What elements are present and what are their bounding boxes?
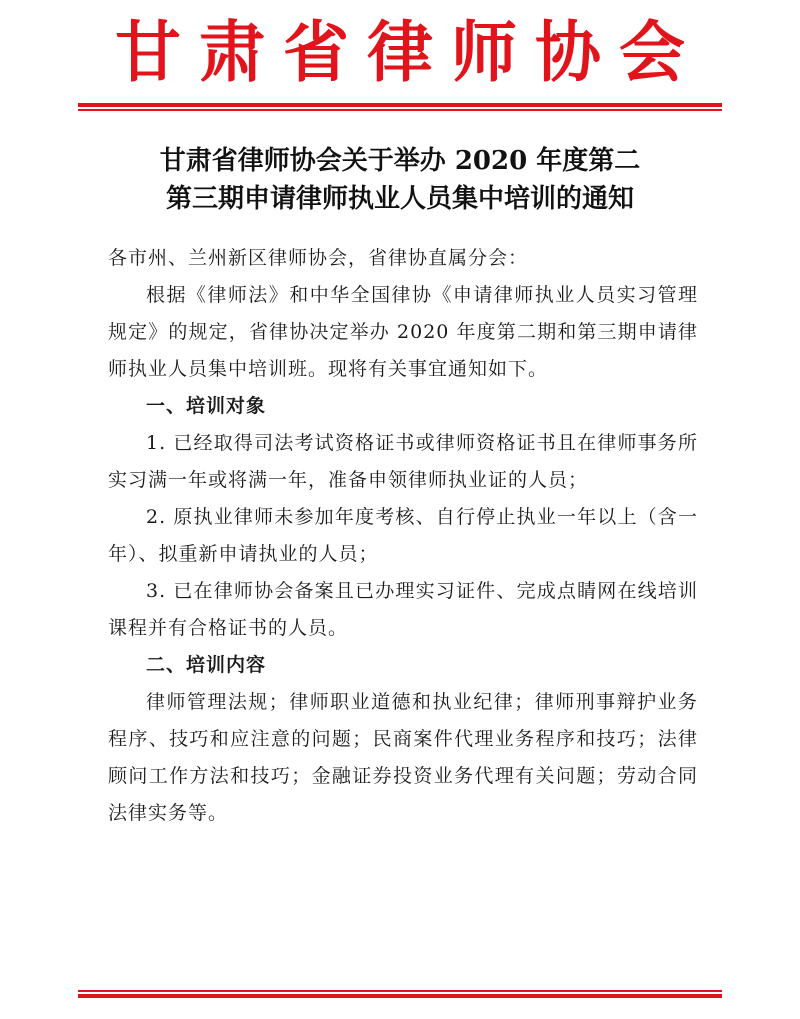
document-title-line-1: 甘肃省律师协会关于举办 2020 年度第二 bbox=[159, 146, 641, 176]
document-title-line-2: 第三期申请律师执业人员集中培训的通知 bbox=[165, 184, 634, 214]
section-heading-training-targets: 一、培训对象 bbox=[146, 395, 267, 417]
letterhead-red-rule bbox=[78, 103, 722, 111]
document-title bbox=[60, 142, 740, 218]
letterhead-title: 甘肃省律师协会 bbox=[115, 13, 703, 91]
document-body bbox=[108, 240, 698, 832]
salutation: 各市州、兰州新区律师协会，省律协直属分会： bbox=[108, 247, 529, 269]
section-heading-training-content: 二、培训内容 bbox=[146, 654, 267, 676]
intro-paragraph: 根据《律师法》和中华全国律协《申请律师执业人员实习管理规定》的规定，省律协决定举办 2020 年度第二期和第三期申请律师执业人员集中培训班。现将有关事宜通知如下。 bbox=[108, 284, 698, 380]
footer-red-rule bbox=[78, 990, 722, 998]
target-item-2: 2. 原执业律师未参加年度考核、自行停止执业一年以上（含一年）、拟重新申请执业的人员； bbox=[108, 506, 698, 565]
target-item-3: 3. 已在律师协会备案且已办理实习证件、完成点睛网在线培训课程并有合格证书的人员。 bbox=[108, 580, 698, 639]
target-item-1: 1. 已经取得司法考试资格证书或律师资格证书且在律师事务所实习满一年或将满一年，准备申领律师执业证的人员； bbox=[108, 432, 698, 491]
training-content-paragraph: 律师管理法规；律师职业道德和执业纪律；律师刑事辩护业务程序、技巧和应注意的问题；民商案件代理业务程序和技巧；法律顾问工作方法和技巧；金融证券投资业务代理有关问题；劳动合同法律实务等。 bbox=[108, 691, 698, 824]
